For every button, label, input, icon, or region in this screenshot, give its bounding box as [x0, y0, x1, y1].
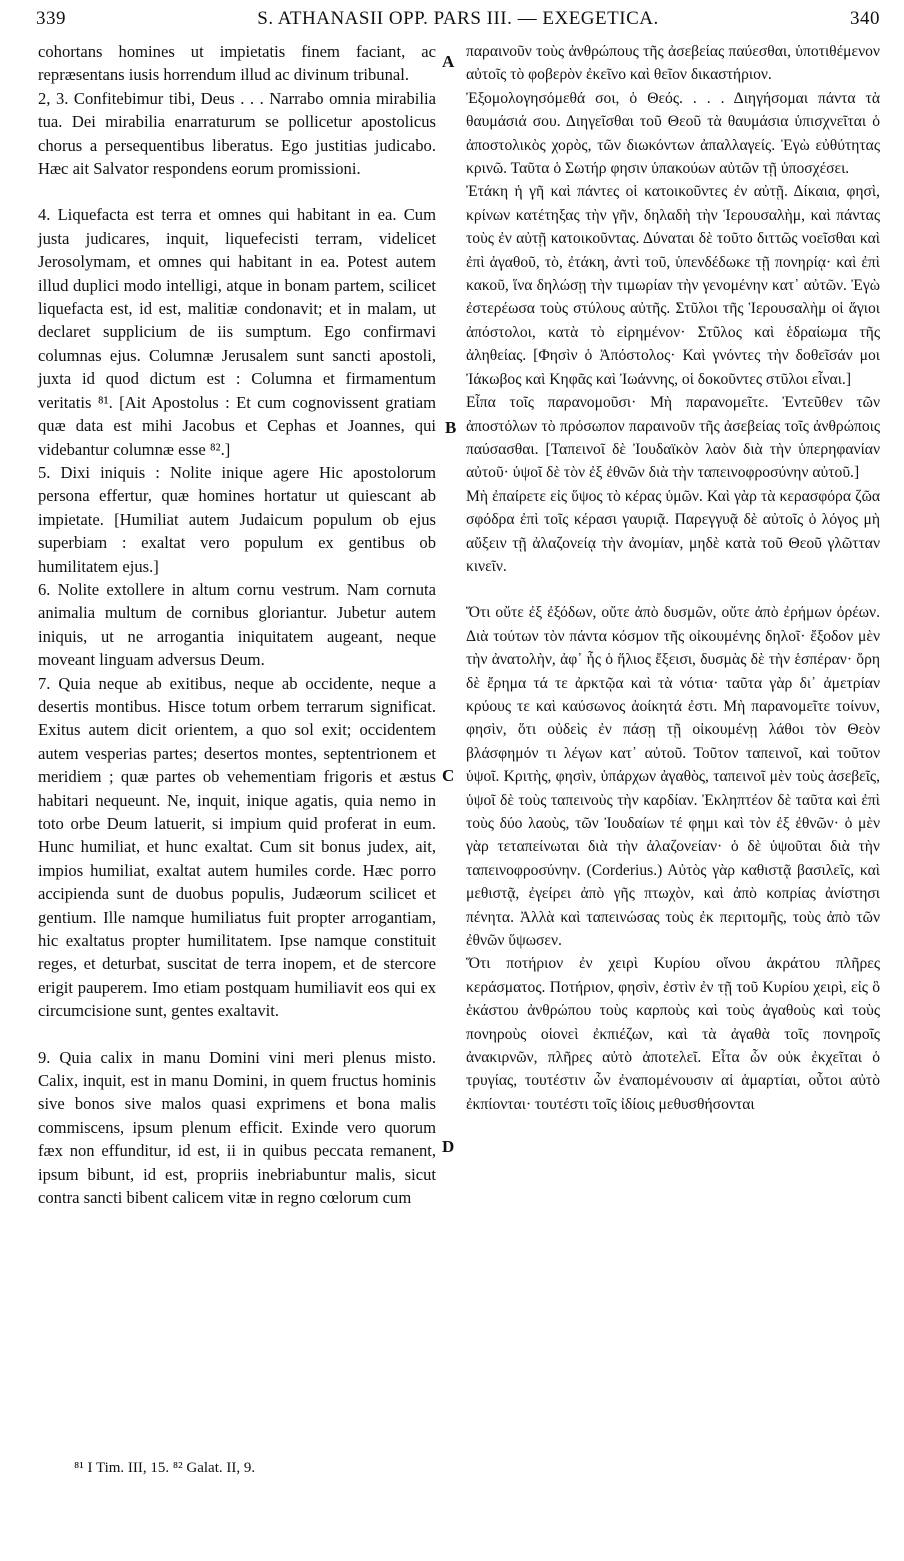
latin-paragraph: 7. Quia neque ab exitibus, neque ab occidente, neque a desertis montibus. Hisce totum orbem terrarum significat. Exitus autem dicit orientem, a quo sol exit; occidentem autem vesperias partes; desertos montes, septentrionem et meridiem ; quæ partes ob vehementiam frigoris et æstus habitari nequeunt. Ne, inquit, inique agatis, quia nemo in toto orbe Deum latuerit, si impium quid proferat in eum. Hunc humiliat, et hunc exaltat. Cum sit bonus judex, ait, impios humiliat, exaltat autem humiles corde. Hæc porro accipienda sunt de duobus populis, Judæorum scilicet et gentium. Ille namque humiliatus fuit propter arrogantiam, hic exaltatus propter humilitatem. Ipse namque constituit reges, et deturbat, suscitat de terra inopem, et de stercore erigit pauperem. Imo etiam postquam humiliavit eos qui ex circumcisione sunt, gentes exaltavit.: [38, 673, 436, 1021]
greek-column: [466, 40, 880, 1116]
greek-paragraph: Εἶπα τοῖς παρανομοῦσι· Μὴ παρανομεῖτε. Ἐντεῦθεν τῶν ἀποστόλων τὸ πρόσωπον παραινοῦν τῆς ἀσεβείας τοῖς ἀνθρώποις παύσασθαι. [Ταπεινοῖ δὲ Ἰουδαϊκὸν λαὸν διὰ τὴν ὑπερηφανίαν αὐτοῦ· ὑψοῖ δὲ τὸν ἐξ ἐθνῶν διὰ τὴν ταπεινοφροσύνην αὐτοῦ.]: [466, 394, 880, 482]
running-header: [36, 8, 880, 34]
greek-paragraph: Ὅτι ποτήριον ἐν χειρὶ Κυρίου οἴνου ἀκράτου πλῆρες κεράσματος. Ποτήριον, φησὶν, ἐστὶν ἐν τῇ τοῦ Κυρίου χειρὶ, εἰς ὃ ἑκάστου ἀνθρώπου τοὺς καρποὺς καὶ τοὺς ἀγαθοὺς καὶ τοὺς πονηροὺς οἱονεὶ ἐκπιέζων, καὶ τὰ ἀγαθὰ τοῖς πονηροῖς ἀνακιρνῶν, πλῆρες αὐτὸ ἀποτελεῖ. Εἶτα ὧν οὐκ ἐκχεῖται ὁ τρυγίας, τουτέστιν ὧν ἐναπομένουσιν αἱ ἁμαρτίαι, οὗτοι αὐτὸ ἐκπίονται· τουτέστι τοῖς ἰδίοις μεθυσθήσονται: [466, 955, 880, 1113]
margin-letter-d: D: [442, 1137, 455, 1156]
page-number-right: 340: [850, 8, 880, 29]
latin-paragraph: 2, 3. Confitebimur tibi, Deus . . . Narrabo omnia mirabilia tua. Dei mirabilia enarraturum se pollicetur apostolicus chorus a persequentibus liberatus. Ego justitias judicabo. Hæc ait Salvator respondens eorum promissioni.: [38, 88, 436, 179]
latin-paragraph: 5. Dixi iniquis : Nolite inique agere Hic apostolorum persona effertur, quæ homines hortatur ut quiescant ab impietate. [Humiliat autem Judaicum populum ob ejus superbiam : exaltat vero populum ex gentibus ob humilitatem ejus.]: [38, 462, 436, 576]
footnotes: ⁸¹ I Tim. III, 15. ⁸² Galat. II, 9.: [74, 1460, 256, 1476]
latin-paragraph: 4. Liquefacta est terra et omnes qui habitant in ea. Cum justa judicares, inquit, liquefecisti terram, videlicet Jerosolymam, et omnes qui habitant in ea. Potest autem illud duplici modo intelligi, atque in bonam partem, scilicet liquefacta est, id est, malitiæ condonavit; et in malam, ut declaret supplicium de iis sumptum. Ego confirmavi columnas ejus. Columnæ Jerusalem sunt sancti apostoli, juxta id quod dictum est : Columna et firmamentum veritatis ⁸¹. [Ait Apostolus : Et cum cognovissent gratiam quæ data est mihi Jacobus et Cephas et Joannes, qui videbantur columnæ esse ⁸².]: [38, 205, 436, 459]
margin-letter-a: A: [442, 52, 455, 71]
margin-letter-b: B: [445, 418, 457, 437]
greek-paragraph: Μὴ ἐπαίρετε εἰς ὕψος τὸ κέρας ὑμῶν. Καὶ γὰρ τὰ κερασφόρα ζῶα σφόδρα ἐπὶ τοῖς κέρασι γαυριᾷ. Παρεγγυᾷ δὲ αὐτοῖς ὁ λόγος μὴ αὔξειν τῇ ἀλαζονείᾳ τὴν ἀνομίαν, μηδὲ κατὰ τοῦ Θεοῦ γλῶτταν κινεῖν.: [466, 487, 880, 575]
greek-paragraph: παραινοῦν τοὺς ἀνθρώπους τῆς ἀσεβείας παύεσθαι, ὑποτιθέμενον αὐτοῖς τὸ φοβερὸν ἐκεῖνο καὶ θεῖον δικαστήριον.: [466, 43, 880, 84]
running-title: S. ATHANASII OPP. PARS III. — EXEGETICA.: [257, 8, 659, 29]
latin-paragraph: 9. Quia calix in manu Domini vini meri plenus misto. Calix, inquit, est in manu Domini, in quem fructus hominis sive bonos sive malos quasi exprimens et bona malis commiscens, ipsum plenum efficit. Exinde vero quorum fæx non effunditur, id est, ii in quibus peccata remanent, ipsum bibunt, id est, propriis inebriabuntur malis, sicut contra sancti bibent calicem vitæ in regno cœlorum cum: [38, 1047, 436, 1208]
margin-letter-c: C: [442, 766, 455, 785]
page-number-left: 339: [36, 8, 66, 29]
latin-column: [38, 40, 436, 1210]
greek-paragraph: Ἐξομολογησόμεθά σοι, ὁ Θεός. . . . Διηγήσομαι πάντα τὰ θαυμάσιά σου. Διηγεῖσθαι τοῦ Θεοῦ τὰ θαυμάσια ὑπισχνεῖται ὁ ἀποστολικὸς χορὸς, τῶν διωκόντων ἀπαλλαγείς. Ἐγὼ εὐθύτητας κρινῶ. Ταῦτα ὁ Σωτήρ φησιν ὑπακούων αὐτῶν τῇ ὑποσχέσει.: [466, 89, 880, 178]
greek-paragraph: Ὅτι οὔτε ἐξ ἐξόδων, οὔτε ἀπὸ δυσμῶν, οὔτε ἀπὸ ἐρήμων ὀρέων. Διὰ τούτων τὸν πάντα κόσμον τῆς οἰκουμένης δηλοῖ· ἔξοδον μὲν τὴν ἀνατολὴν, ἀφ᾽ ἧς ὁ ἥλιος ἔξεισι, δυσμὰς δὲ τὴν ἑσπέραν· ὄρη δὲ ἔρημα τά τε ἀρκτῷα καὶ τὰ νότια· ταῦτα γὰρ δι᾽ ἀμετρίαν κρύους τε καὶ καύσωνος ἀοίκητά ἐστι. Μὴ παρανομεῖτε τοίνυν, φησὶν, ὅτι οὐδεὶς ἐν πάσῃ τῇ οἰκουμένῃ λάθοι τὸν Θεὸν βλάσφημόν τι λέγων κατ᾽ αὐτοῦ. Τοῦτον ταπεινοῖ, καὶ τοῦτον ὑψοῖ. Κριτὴς, φησὶν, ὑπάρχων ἀγαθὸς, ταπεινοῖ μὲν τοὺς ἀσεβεῖς, ὑψοῖ δὲ τοὺς ταπεινοὺς τὴν καρδίαν. Ἐκληπτέον δὲ ταῦτα καὶ ἐπὶ τοὺς δύο λαοὺς, τῶν Ἰουδαίων τέ φημι καὶ τὸν ἐξ ἐθνῶν· ὁ μὲν γὰρ τεταπείνωται διὰ τὴν ἀλαζονείαν· ὁ δὲ ὑψοῦται διὰ τὴν ταπεινοφροσύνην. (Corderius.) Αὐτὸς γὰρ καθιστᾷ βασιλεῖς, καὶ μεθιστᾷ, ἐγείρει ἀπὸ γῆς πτωχὸν, καὶ ἀπὸ κοπρίας ἀνίστησι πένητα. Ἀλλὰ καὶ ταπεινώσας τοὺς ἐκ περιτομῆς, τοὺς ἀπὸ τῶν ἐθνῶν ὕψωσεν.: [466, 604, 880, 950]
latin-paragraph: 6. Nolite extollere in altum cornu vestrum. Nam cornuta animalia multum de cornibus gloriantur. Jubetur autem iniquis, ut ne arrogantia iniquitatem augeant, neque moveant linguam adversus Deum.: [38, 579, 436, 670]
latin-paragraph: cohortans homines ut impietatis finem faciant, ac repræsentans iusis horrendum illud ac divinum tribunal.: [38, 42, 436, 85]
greek-paragraph: Ἐτάκη ἡ γῆ καὶ πάντες οἱ κατοικοῦντες ἐν αὐτῇ. Δίκαια, φησὶ, κρίνων κατέτηξας τὴν γῆν, δηλαδὴ τὴν Ἱερουσαλὴμ, καὶ πάντας τοὺς ἐν αὐτῇ κατοικοῦντας. Δύναται δὲ τοῦτο διττῶς νοεῖσθαι καὶ ἐπὶ ἀγαθοῦ, τὸ, ἐτάκη, ἀντὶ τοῦ, ὑπενδέδωκε τῇ πονηρίᾳ· καὶ ἐπὶ κακοῦ, ἵνα δηλώσῃ τὴν τιμωρίαν τὴν γενομένην κατ᾽ αὐτῶν. Ἐγὼ ἐστερέωσα τοὺς στύλους αὐτῆς. Στῦλοι τῆς Ἱερουσαλὴμ οἱ ἅγιοι ἀπόστολοι, κατὰ τὸ εἰρημένον· Στῦλος καὶ ἑδραίωμα τῆς ἀληθείας. [Φησὶν ὁ Ἀπόστολος· Καὶ γνόντες τὴν δοθεῖσάν μοι Ἰάκωβος καὶ Κηφᾶς καὶ Ἰωάννης, οἱ δοκοῦντες στῦλοι εἶναι.]: [466, 183, 880, 388]
